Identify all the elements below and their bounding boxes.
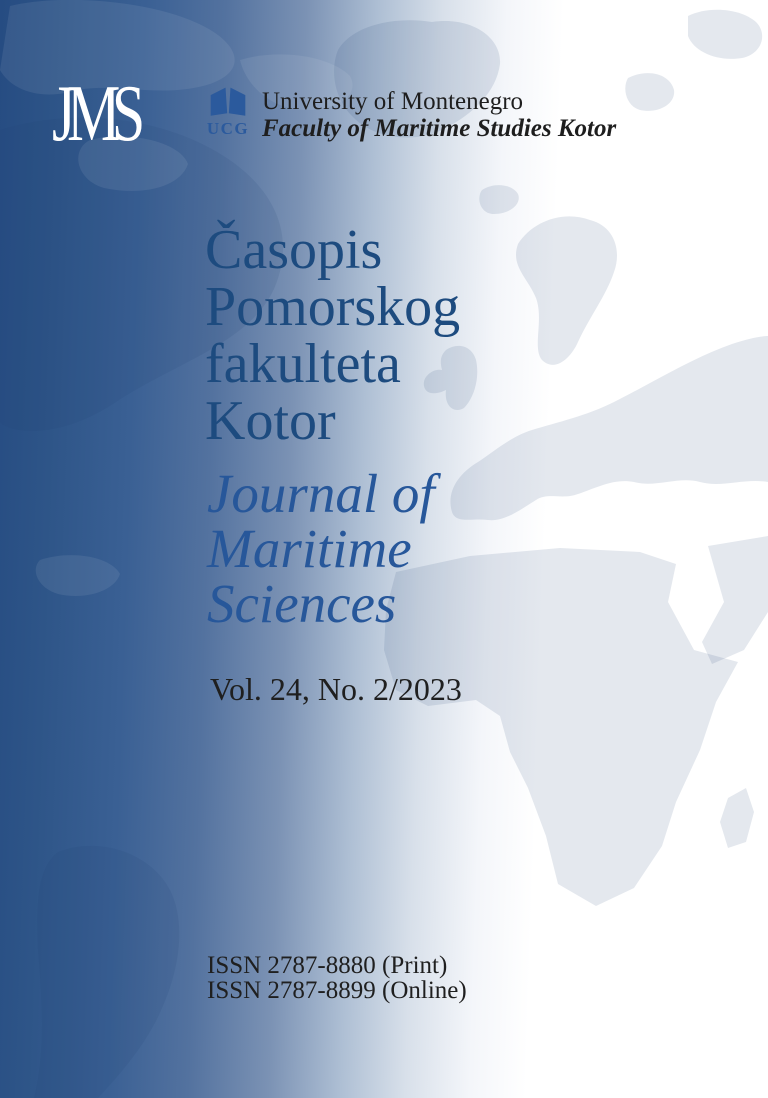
title-local-line-4: Kotor bbox=[205, 390, 336, 452]
title-local-line-2: Pomorskog bbox=[205, 276, 461, 338]
open-book-icon bbox=[205, 86, 251, 119]
faculty-name: Faculty of Maritime Studies Kotor bbox=[262, 115, 617, 142]
ucg-acronym: UCG bbox=[206, 119, 250, 138]
issn-print: ISSN 2787-8880 (Print) bbox=[207, 952, 448, 979]
jms-logo: JMS bbox=[52, 70, 137, 158]
journal-title-local bbox=[205, 219, 461, 452]
journal-title-english bbox=[207, 463, 435, 634]
title-english-line-2: Maritime bbox=[207, 518, 412, 579]
title-local-line-3: fakulteta bbox=[205, 333, 401, 395]
issn-block bbox=[207, 953, 467, 1003]
title-local-line-1: Časopis bbox=[205, 219, 383, 281]
issn-online: ISSN 2787-8899 (Online) bbox=[207, 977, 467, 1004]
issue-label: Vol. 24, No. 2/2023 bbox=[210, 671, 462, 707]
ucg-logo bbox=[204, 86, 252, 138]
title-english-line-3: Sciences bbox=[207, 573, 397, 634]
institution-block bbox=[262, 88, 616, 142]
title-english-line-1: Journal of bbox=[207, 463, 435, 524]
university-name: University of Montenegro bbox=[262, 88, 524, 115]
